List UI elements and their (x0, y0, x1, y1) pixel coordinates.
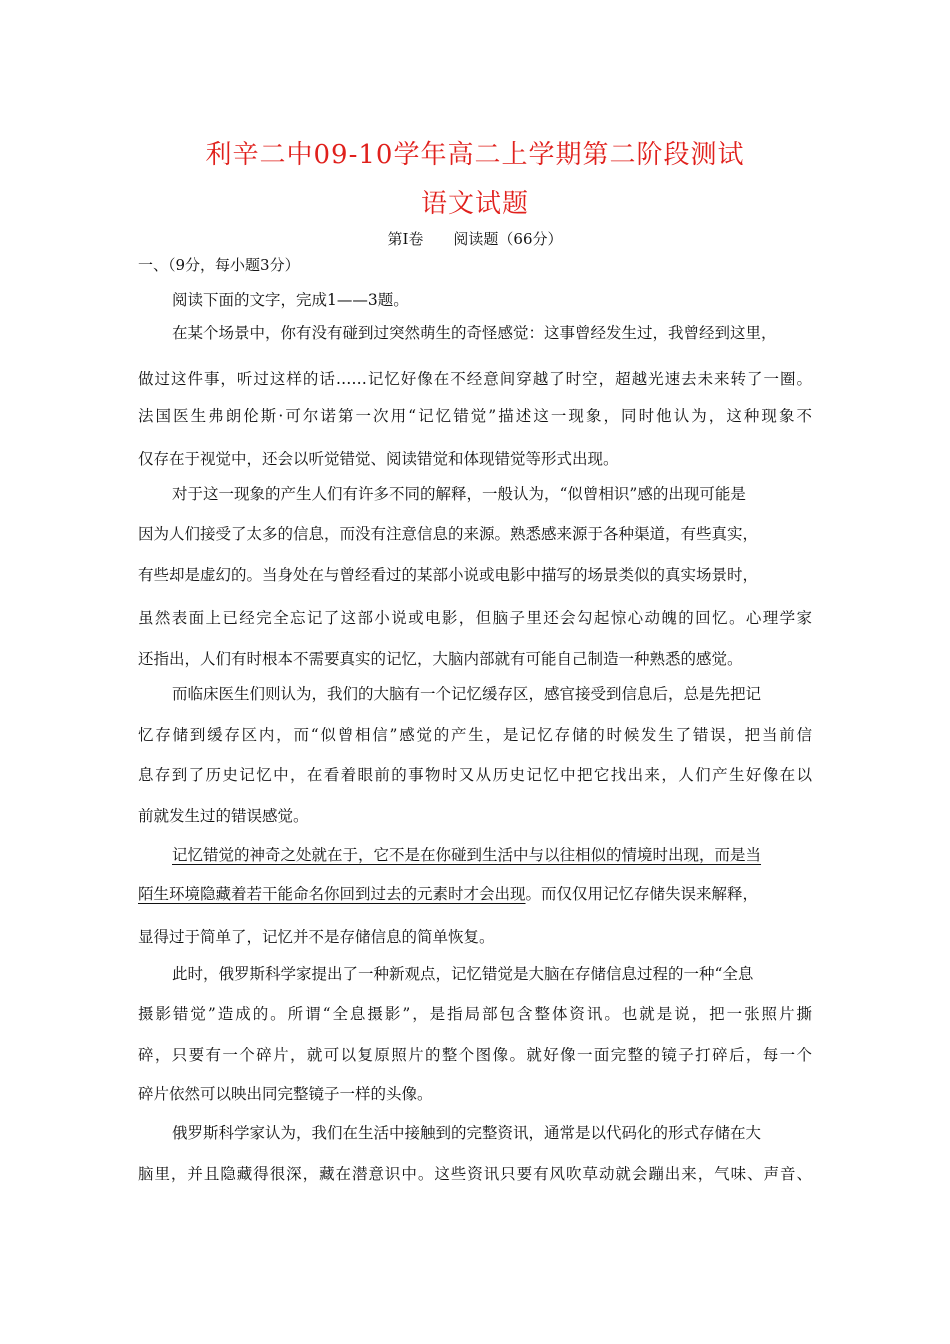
section-part: 第Ⅰ卷 (387, 230, 424, 248)
paragraph-line: 忆存储到缓存区内，而“似曾相信”感觉的产生，是记忆存储的时候发生了错误，把当前信 (138, 726, 812, 744)
paragraph-line: 仅存在于视觉中，还会以听觉错觉、阅读错觉和体现错觉等形式出现。 (138, 450, 619, 468)
section-name: 阅读题（66分） (453, 230, 563, 248)
paragraph-line: 显得过于简单了，记忆并不是存储信息的简单恢复。 (138, 928, 495, 946)
paragraph-line: 在某个场景中，你有没有碰到过突然萌生的奇怪感觉：这事曾经发生过，我曾经到这里， (172, 324, 777, 342)
section-header (0, 228, 950, 249)
paragraph-line: 此时，俄罗斯科学家提出了一种新观点，记忆错觉是大脑在存储信息过程的一种“全息 (172, 965, 754, 983)
paragraph-line: 碎片依然可以映出同完整镜子一样的头像。 (138, 1085, 433, 1103)
exam-title: 利辛二中09-10学年高二上学期第二阶段测试 (205, 140, 745, 170)
paragraph-line: 息存到了历史记忆中，在看着眼前的事物时又从历史记忆中把它找出来，人们产生好像在以 (138, 766, 812, 784)
plain-text: 。而仅仅用记忆存储失误来解释， (525, 885, 759, 903)
underlined-line: 记忆错觉的神奇之处就在于，它不是在你碰到生活中与以往相似的情境时出现，而是当 (172, 846, 762, 864)
paragraph-line: 还指出，人们有时根本不需要真实的记忆，大脑内部就有可能自己制造一种熟悉的感觉。 (138, 650, 743, 668)
underlined-text: 陌生环境隐藏着若干能命名你回到过去的元素时才会出现 (138, 885, 526, 903)
paragraph-line: 脑里，并且隐藏得很深，藏在潜意识中。这些资讯只要有风吹草动就会蹦出来，气味、声音、 (138, 1165, 812, 1183)
paragraph-line: 碎，只要有一个碎片，就可以复原照片的整个图像。就好像一面完整的镜子打碎后，每一个 (138, 1046, 812, 1064)
paragraph-line: 而临床医生们则认为，我们的大脑有一个记忆缓存区，感官接受到信息后，总是先把记 (172, 685, 762, 703)
paragraph-line: 摄影错觉”造成的。所谓“全息摄影”，是指局部包含整体资讯。也就是说，把一张照片撕 (138, 1005, 812, 1023)
paragraph-line (138, 884, 758, 904)
paragraph-line: 俄罗斯科学家认为，我们在生活中接触到的完整资讯，通常是以代码化的形式存储在大 (172, 1124, 762, 1142)
exam-subtitle: 语文试题 (420, 189, 529, 219)
question-heading: 一、（9分，每小题3分） (138, 256, 300, 274)
instruction-text: 阅读下面的文字，完成1——3题。 (172, 291, 409, 309)
paragraph-line: 做过这件事，听过这样的话……记忆好像在不经意间穿越了时空，超越光速去未来转了一圈。 (138, 370, 812, 388)
paragraph-line: 对于这一现象的产生人们有许多不同的解释，一般认为，“似曾相识”感的出现可能是 (172, 485, 746, 503)
paragraph-line: 有些却是虚幻的。当身处在与曾经看过的某部小说或电影中描写的场景类似的真实场景时， (138, 566, 759, 584)
paragraph-line: 因为人们接受了太多的信息，而没有注意信息的来源。熟悉感来源于各种渠道，有些真实， (138, 525, 759, 543)
paragraph-line: 前就发生过的错误感觉。 (138, 807, 309, 825)
paragraph-line: 法国医生弗朗伦斯·可尔诺第一次用“记忆错觉”描述这一现象，同时他认为，这种现象不 (138, 407, 812, 425)
paragraph-line: 虽然表面上已经完全忘记了这部小说或电影，但脑子里还会勾起惊心动魄的回忆。心理学家 (138, 609, 812, 627)
